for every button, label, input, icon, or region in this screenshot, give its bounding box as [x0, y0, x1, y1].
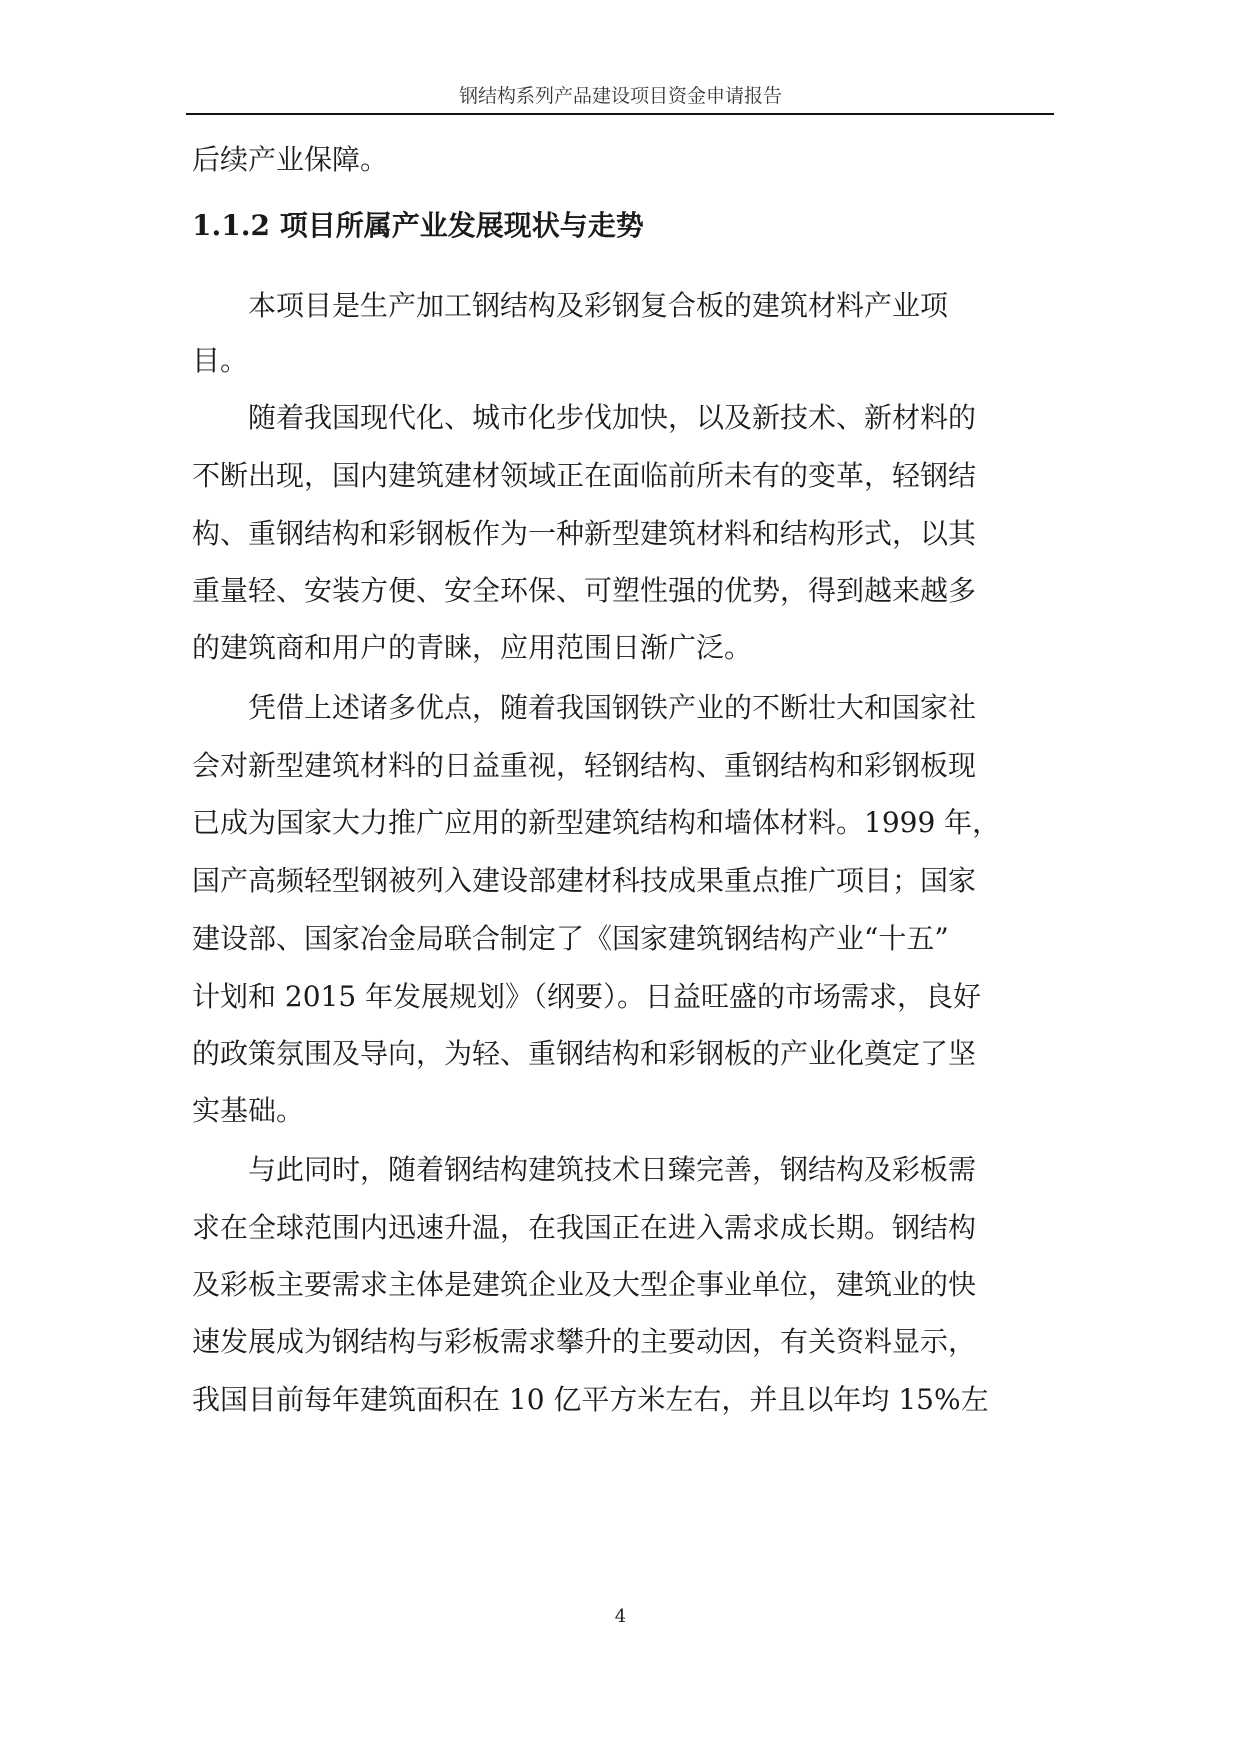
body-line: 我国目前每年建筑面积在 10 亿平方米左右，并且以年均 15%左: [192, 1383, 989, 1416]
body-line: 的建筑商和用户的青睐，应用范围日渐广泛。: [192, 631, 753, 664]
body-line: 计划和 2015 年发展规划》（纲要）。日益旺盛的市场需求，良好: [192, 980, 982, 1013]
body-line: 凭借上述诸多优点，随着我国钢铁产业的不断壮大和国家社: [192, 691, 977, 724]
body-line: 的政策氛围及导向，为轻、重钢结构和彩钢板的产业化奠定了坚: [192, 1037, 977, 1070]
header-title: 钢结构系列产品建设项目资金申请报告: [458, 85, 782, 107]
body-line: 与此同时，随着钢结构建筑技术日臻完善，钢结构及彩板需: [192, 1153, 977, 1186]
body-line: 会对新型建筑材料的日益重视，轻钢结构、重钢结构和彩钢板现: [192, 749, 977, 782]
body-line: 已成为国家大力推广应用的新型建筑结构和墙体材料。1999 年，: [192, 806, 1001, 839]
body-line: 速发展成为钢结构与彩板需求攀升的主要动因，有关资料显示，: [192, 1325, 977, 1358]
body-line: 求在全球范围内迅速升温，在我国正在进入需求成长期。钢结构: [192, 1211, 977, 1244]
body-line: 实基础。: [192, 1094, 305, 1127]
body-line: 构、重钢结构和彩钢板作为一种新型建筑材料和结构形式，以其: [192, 517, 977, 550]
body-line: 建设部、国家冶金局联合制定了《国家建筑钢结构产业“十五”: [192, 922, 949, 955]
body-line: 国产高频轻型钢被列入建设部建材科技成果重点推广项目；国家: [192, 864, 977, 897]
body-line: 本项目是生产加工钢结构及彩钢复合板的建筑材料产业项: [192, 289, 949, 322]
body-line: 目。: [192, 344, 249, 377]
page-number: 4: [614, 1606, 627, 1627]
body-line: 不断出现，国内建筑建材领域正在面临前所未有的变革，轻钢结: [192, 459, 977, 492]
header-rule: [186, 113, 1054, 115]
body-line: 及彩板主要需求主体是建筑企业及大型企事业单位，建筑业的快: [192, 1268, 977, 1301]
body-line: 重量轻、安装方便、安全环保、可塑性强的优势，得到越来越多: [192, 574, 977, 607]
section-heading: 1.1.2 项目所属产业发展现状与走势: [192, 209, 644, 242]
body-line: 随着我国现代化、城市化步伐加快，以及新技术、新材料的: [192, 401, 977, 434]
body-line: 后续产业保障。: [192, 143, 389, 176]
